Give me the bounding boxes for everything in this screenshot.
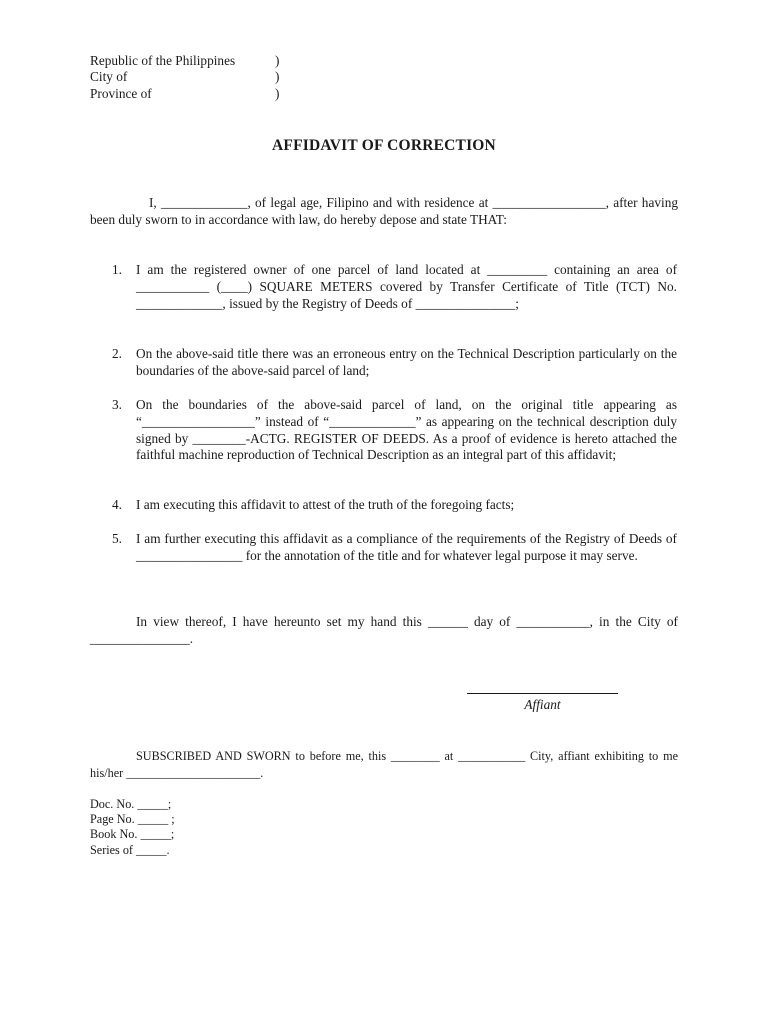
item-paragraph: I am executing this affidavit to attest of the truth of the foregoing facts; <box>136 497 515 512</box>
item-number: 2. <box>112 346 122 361</box>
item-paragraph: On the above-said title there was an erroneous entry on the Technical Description particularly on the boundaries of the above-said parcel of land; <box>136 346 677 378</box>
jurat-paragraph: SUBSCRIBED AND SWORN to before me, this ________ at ___________ City, affiant exhibiting to me his/her ______________________. <box>90 749 678 780</box>
signature-line <box>467 693 618 694</box>
venue-country: Republic of the Philippines <box>90 53 236 68</box>
venue-paren: ) <box>275 53 280 68</box>
venue-paren: ) <box>275 86 280 101</box>
intro-paragraph: I, _____________, of legal age, Filipino and with residence at _________________, after having been duly sworn to in accordance with law, do hereby depose and state THAT: <box>90 195 678 227</box>
item-number: 5. <box>112 531 122 546</box>
venue-paren: ) <box>275 69 280 84</box>
venue-province: Province of <box>90 86 152 101</box>
item-paragraph: I am further executing this affidavit as a compliance of the requirements of the Registry of Deeds of ________________ for the annotation of the title and for whatever legal purpose it may serve. <box>136 531 677 563</box>
venue-city: City of <box>90 69 128 84</box>
book-no: Book No. _____; <box>90 827 175 841</box>
item-paragraph: I am the registered owner of one parcel of land located at _________ containing an area of ___________ (____) SQUARE METERS covered by Transfer Certificate of Title (TCT) No. _____________, issued by the Registry of Deeds of _______________; <box>136 262 677 311</box>
in-view-paragraph: In view thereof, I have hereunto set my hand this ______ day of ___________, in the City of _______________. <box>90 614 678 646</box>
item-number: 1. <box>112 262 122 277</box>
affiant-label: Affiant <box>524 697 561 712</box>
doc-no: Doc. No. _____; <box>90 797 172 811</box>
page-no: Page No. _____ ; <box>90 812 175 826</box>
series-of: Series of _____. <box>90 843 170 857</box>
item-number: 3. <box>112 397 122 412</box>
item-paragraph: On the boundaries of the above-said parcel of land, on the original title appearing as “_________________” instead of “_____________” as appearing on the technical description duly signed by ________-ACTG. REGISTER OF DEEDS. As a proof of evidence is hereto attached the faithful machine reproduction of Technical Description as an integral part of this affidavit; <box>136 397 677 463</box>
item-number: 4. <box>112 497 122 512</box>
document-title: AFFIDAVIT OF CORRECTION <box>272 137 496 154</box>
